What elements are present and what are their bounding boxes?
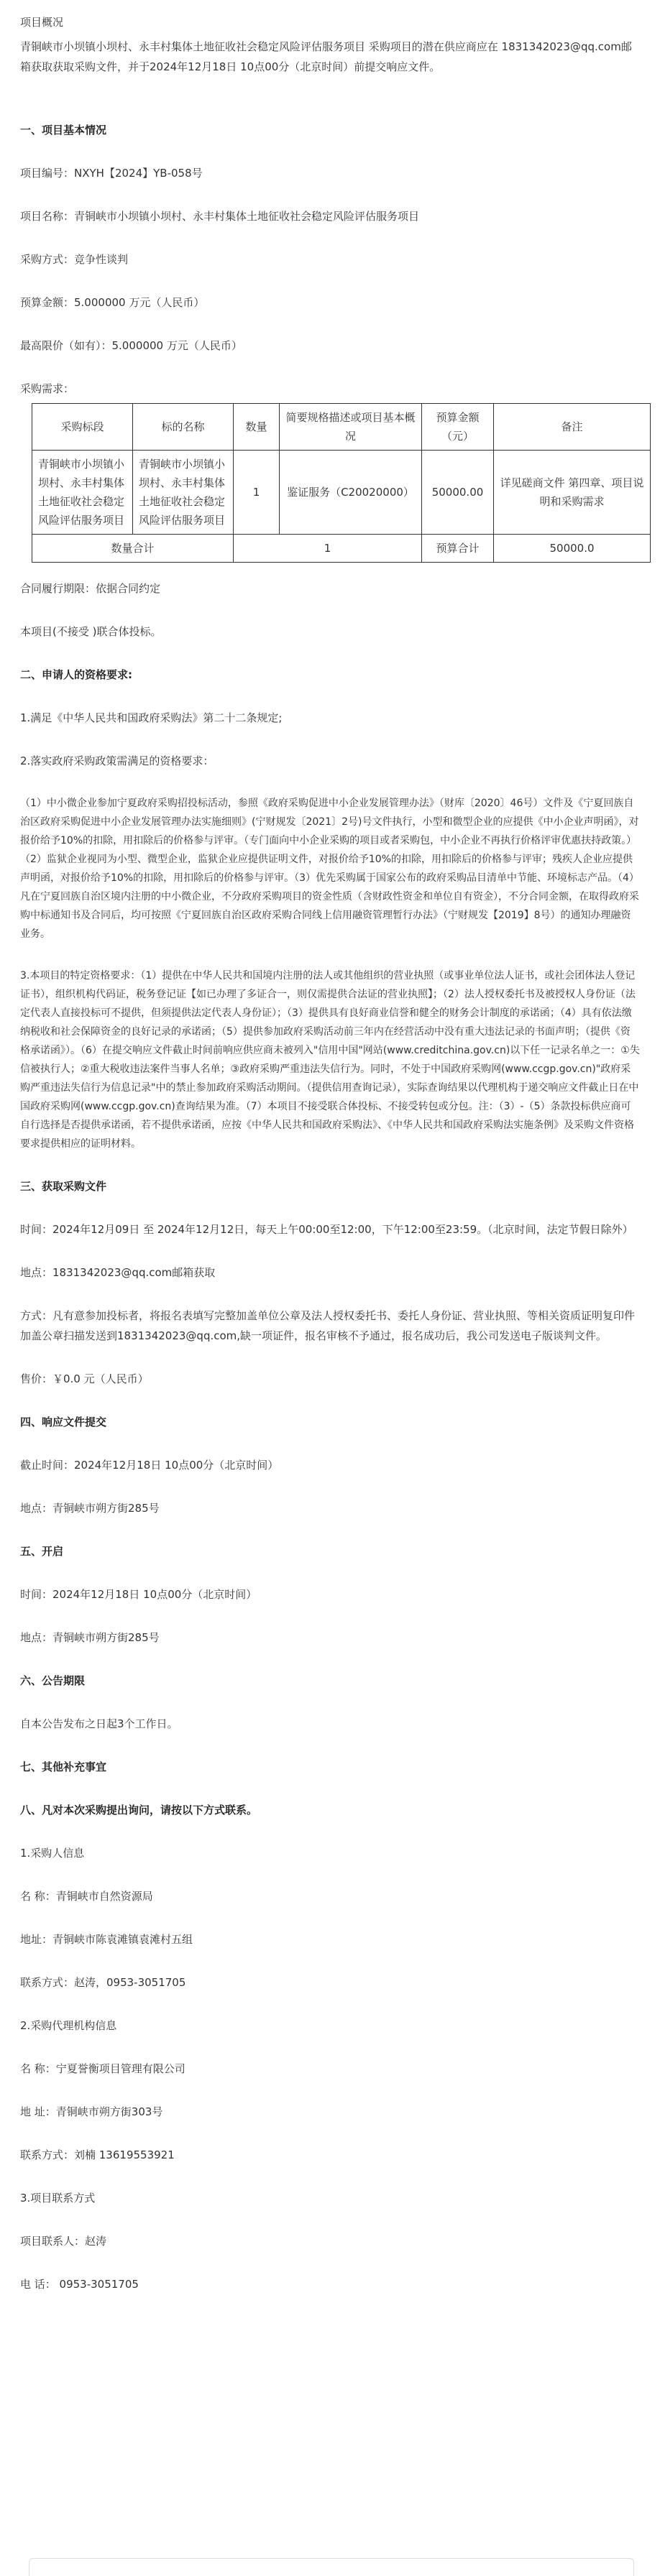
- buyer-address: 地址：青铜峡市陈袁滩镇袁滩村五组: [20, 1933, 193, 1946]
- table-cell: 1: [234, 451, 280, 535]
- section6-heading: 六、公告期限: [20, 1674, 86, 1687]
- total-quantity: 1: [234, 535, 422, 563]
- table-cell: 鉴证服务（C20020000）: [280, 451, 422, 535]
- agent-info-title: 2.采购代理机构信息: [20, 2019, 117, 2032]
- document-price: 售价：￥0.0 元（人民币）: [20, 1372, 149, 1385]
- consortium-note: 本项目(不接受 )联合体投标。: [20, 625, 162, 638]
- bottom-panel-edge: [29, 2558, 634, 2576]
- needs-label: 采购需求：: [20, 382, 75, 395]
- budget-amount: 预算金额：5.000000 万元（人民币）: [20, 296, 205, 309]
- table-header-row: [32, 404, 651, 451]
- policy-requirements: （1）中小微企业参加宁夏政府采购招投标活动，参照《政府采购促进中小企业发展管理办法》（财库〔2020〕46号）文件及《宁夏回族自治区政府采购促进中小企业发展管理办法实施细则》(宁财规发〔2021〕2号)号文件执行，小型和微型企业的应提供《中小企业声明函》，对报价给予10%的扣除，用扣除后的价格参与评审。（专门面向中小企业采购的项目或者采购包，中小企业不再执行价格评审优惠扶持政策。）（2）监狱企业视同为小型、微型企业，监狱企业应提供证明文件，对报价给予10%的扣除，用扣除后的价格参与评审；残疾人企业应提供声明函，对报价给予10%的扣除，用扣除后的价格参与评审。（3）优先采购属于国家公布的政府采购品目清单中节能、环境标志产品。（4）凡在宁夏回族自治区境内注册的中小微企业，不分政府采购项目的资金性质（含财政性资金和单位自有资金），不分合同金额，在取得政府采购中标通知书及合同后，均可按照《宁夏回族自治区政府采购合同线上信用融资管理暂行办法》（宁财规发【2019】8号）的通知办理融资业务。: [20, 798, 639, 940]
- table-cell: 50000.00: [422, 451, 494, 535]
- qualification-2: 2.落实政府采购政策需满足的资格要求：: [20, 754, 214, 767]
- section7-heading: 七、其他补充事宜: [20, 1760, 107, 1773]
- section1-heading: 一、项目基本情况: [20, 124, 107, 137]
- table-cell: 青铜峡市小坝镇小坝村、永丰村集体土地征收社会稳定风险评估服务项目: [133, 451, 234, 535]
- table-header: 备注: [494, 404, 651, 451]
- table-header: 预算金额（元）: [422, 404, 494, 451]
- acquire-way: 方式：凡有意参加投标者，将报名表填写完整加盖单位公章及法人授权委托书、委托人身份证、营业执照、等相关资质证明复印件加盖公章扫描发送到1831342023@qq.com,缺一项证件，报名审核不予通过，报名成功后，我公司发送电子版谈判文件。: [20, 1309, 636, 1342]
- opening-place: 地点：青铜峡市朔方街285号: [20, 1631, 160, 1644]
- project-contact-person: 项目联系人：赵涛: [20, 2235, 107, 2248]
- section2-heading: 二、申请人的资格要求:: [20, 668, 132, 681]
- opening-time: 时间：2024年12月18日 10点00分（北京时间）: [20, 1588, 257, 1601]
- table-row: [32, 451, 651, 535]
- overview-title: 项目概况: [20, 16, 64, 29]
- table-header: 采购标段: [32, 404, 133, 451]
- budget-total: 50000.0: [494, 535, 651, 563]
- project-contact-phone: 电 话： 0953-3051705: [20, 2278, 139, 2291]
- procurement-table: [32, 403, 651, 563]
- table-cell: 青铜峡市小坝镇小坝村、永丰村集体土地征收社会稳定风险评估服务项目: [32, 451, 133, 535]
- section3-heading: 三、获取采购文件: [20, 1180, 107, 1193]
- overview-text: 青铜峡市小坝镇小坝村、永丰村集体土地征收社会稳定风险评估服务项目 采购项目的潜在供应商应在 1831342023@qq.com邮箱获取获取采购文件，并于2024年12月18日 10点00分（北京时间）前提交响应文件。: [20, 40, 632, 73]
- acquire-place: 地点：1831342023@qq.com邮箱获取: [20, 1266, 216, 1279]
- buyer-info-title: 1.采购人信息: [20, 1847, 85, 1860]
- specific-requirements: 3.本项目的特定资格要求：（1）提供在中华人民共和国境内注册的法人或其他组织的营业执照（或事业单位法人证书，或社会团体法人登记证书），组织机构代码证，税务登记证【如已办理了多证合一，则仅需提供合法证的营业执照】；（2）法人授权委托书及被授权人身份证（法定代表人直接投标可不提供，但须提供法定代表人身份证）；（3）提供具有良好商业信誉和健全的财务会计制度的承诺函；（4）具有依法缴纳税收和社会保障资金的良好记录的承诺函；（5）提供参加政府采购活动前三年内在经营活动中没有重大违法记录的书面声明；（提供《资格承诺函》）。（6）在提交响应文件截止时间前响应供应商未被列入"信用中国"网站(www.creditchina.gov.cn)以下任一记录名单之一：①失信被执行人；②重大税收违法案件当事人名单；③政府采购严重违法失信行为。同时，不处于中国政府采购网(www.ccgp.gov.cn)"政府采购严重违法失信行为信息记录"中的禁止参加政府采购活动期间。（提供信用查询记录），实际查询结果以代理机构于递交响应文件截止日在中国政府采购网(www.ccgp.gov.cn)查询结果为准。（7）本项目不接受联合体投标、不接受转包或分包。注：（3）-（5）条款投标供应商可自行选择是否提供承诺函，若不提供承诺函，应按《中华人民共和国政府采购法》、《中华人民共和国政府采购法实施条例》及采购文件资格要求提供相应的证明材料。: [20, 970, 640, 1150]
- submit-deadline: 截止时间：2024年12月18日 10点00分（北京时间）: [20, 1459, 279, 1472]
- acquire-time: 时间：2024年12月09日 至 2024年12月12日，每天上午00:00至12:00，下午12:00至23:59。（北京时间，法定节假日除外）: [20, 1223, 633, 1236]
- max-price: 最高限价（如有）：5.000000 万元（人民币）: [20, 339, 242, 352]
- agent-contact: 联系方式：刘楠 13619553921: [20, 2148, 175, 2161]
- table-total-row: [32, 535, 651, 563]
- project-contact-title: 3.项目联系方式: [20, 2192, 96, 2205]
- qualification-1: 1.满足《中华人民共和国政府采购法》第二十二条规定;: [20, 711, 283, 724]
- procurement-method: 采购方式：竞争性谈判: [20, 253, 129, 266]
- project-number: 项目编号：NXYH【2024】YB-058号: [20, 167, 203, 180]
- agent-name: 名 称：宁夏誉衡项目管理有限公司: [20, 2062, 185, 2075]
- announcement-page: [20, 0, 644, 2317]
- agent-address: 地 址：青铜峡市朔方街303号: [20, 2105, 163, 2118]
- budget-total-label: 预算合计: [422, 535, 494, 563]
- buyer-contact: 联系方式：赵涛，0953-3051705: [20, 1976, 186, 1989]
- buyer-name: 名 称：青铜峡市自然资源局: [20, 1890, 153, 1903]
- submit-place: 地点：青铜峡市朔方街285号: [20, 1502, 160, 1515]
- section4-heading: 四、响应文件提交: [20, 1416, 107, 1428]
- section8-heading: 八、凡对本次采购提出询问，请按以下方式联系。: [20, 1804, 258, 1816]
- notice-period: 自本公告发布之日起3个工作日。: [20, 1717, 178, 1730]
- project-name: 项目名称：青铜峡市小坝镇小坝村、永丰村集体土地征收社会稳定风险评估服务项目: [20, 210, 420, 223]
- table-header: 数量: [234, 404, 280, 451]
- total-label: 数量合计: [32, 535, 234, 563]
- table-header: 标的名称: [133, 404, 234, 451]
- table-cell: 详见磋商文件 第四章、项目说明和采购需求: [494, 451, 651, 535]
- section5-heading: 五、开启: [20, 1545, 64, 1558]
- table-header: 简要规格描述或项目基本概况: [280, 404, 422, 451]
- contract-period: 合同履行期限：依据合同约定: [20, 582, 161, 595]
